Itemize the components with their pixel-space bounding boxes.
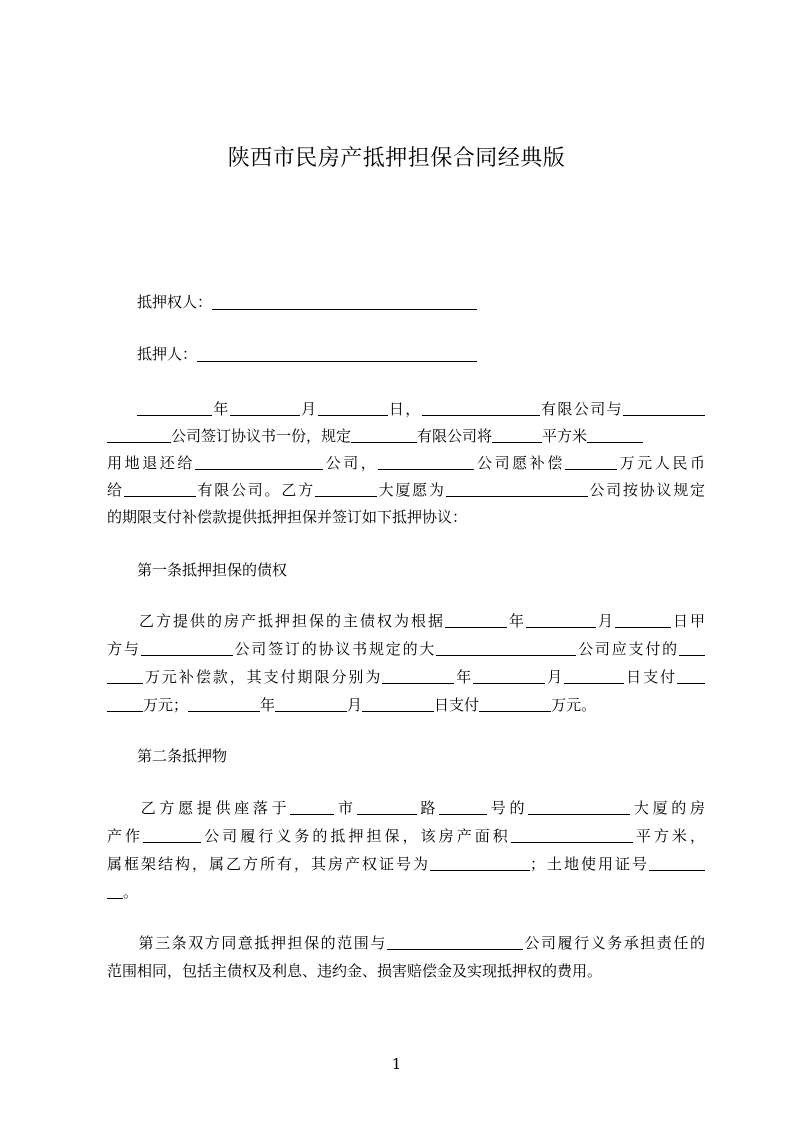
blank-field[interactable] <box>107 884 123 899</box>
blank-field[interactable] <box>230 401 300 416</box>
blank-field[interactable] <box>378 455 474 470</box>
blank-field[interactable] <box>124 482 196 497</box>
article-2-line: 乙方愿提供座落于 市 路 号的 大厦的房 <box>137 799 705 817</box>
blank-field[interactable] <box>445 613 507 628</box>
article-1-line: 万元； 年 月 日支付 万元。 <box>107 694 705 715</box>
article-3-line: 第三条双方同意抵押担保的范围与 公司履行义务承担责任的 <box>137 934 705 952</box>
article-3-line: 范围相同，包括主债权及利息、违约金、损害赔偿金及实现抵押权的费用。 <box>107 962 603 980</box>
blank-field[interactable] <box>439 800 487 815</box>
article-2-heading: 第二条抵押物 <box>137 747 228 765</box>
mortgagee-label: 抵押权人： <box>137 293 213 311</box>
blank-field[interactable] <box>565 455 617 470</box>
blank-field[interactable] <box>564 669 624 684</box>
mortgagor-blank[interactable] <box>197 345 477 362</box>
blank-field[interactable] <box>446 482 588 497</box>
blank-field[interactable] <box>382 669 454 684</box>
blank-field[interactable] <box>195 455 323 470</box>
article-1-line: 乙方提供的房产抵押担保的主债权为根据 年 月 日甲 <box>137 612 705 630</box>
blank-field[interactable] <box>107 669 143 684</box>
article-2-line: 。 <box>107 881 705 902</box>
blank-field[interactable] <box>677 669 705 684</box>
blank-field[interactable] <box>615 613 671 628</box>
blank-field[interactable] <box>275 697 347 712</box>
article-1-heading: 第一条抵押担保的债权 <box>137 561 288 579</box>
blank-field[interactable] <box>649 856 705 871</box>
document-title: 陕西市民房产抵押担保合同经典版 <box>227 146 566 171</box>
blank-field[interactable] <box>357 800 417 815</box>
blank-field[interactable] <box>528 800 630 815</box>
blank-field[interactable] <box>143 828 201 843</box>
blank-field[interactable] <box>436 641 576 656</box>
blank-field[interactable] <box>188 697 260 712</box>
article-1-line: 方与 公司签订的协议书规定的大 公司应支付的 <box>107 638 705 659</box>
mortgagor-label: 抵押人： <box>137 345 198 363</box>
blank-field[interactable] <box>351 428 417 443</box>
blank-field[interactable] <box>107 428 171 443</box>
blank-field[interactable] <box>479 697 551 712</box>
blank-field[interactable] <box>526 613 596 628</box>
blank-field[interactable] <box>511 828 633 843</box>
mortgagee-blank[interactable] <box>212 293 477 310</box>
blank-field[interactable] <box>492 428 542 443</box>
mortgagee-line <box>137 291 477 312</box>
page-number: 1 <box>391 1055 402 1073</box>
article-2-line: 属框架结构，属乙方所有，其房产权证号为 ；土地使用证号 <box>107 853 705 874</box>
intro-line: 给 有限公司。乙方 大厦愿为 公司按协议规定 <box>107 481 705 499</box>
intro-line: 公司签订协议书一份，规定 有限公司将 平方米 <box>107 425 705 446</box>
intro-line: 的期限支付补偿款提供抵押担保并签订如下抵押协议： <box>107 508 468 526</box>
blank-field[interactable] <box>137 401 212 416</box>
blank-field[interactable] <box>473 669 545 684</box>
article-1-line: 万元补偿款，其支付期限分别为 年 月 日支付 <box>107 666 705 687</box>
intro-line: 用地退还给 公司， 公司愿补偿 万元人民币 <box>107 454 705 472</box>
blank-field[interactable] <box>422 401 540 416</box>
blank-field[interactable] <box>387 935 523 950</box>
blank-field[interactable] <box>362 697 434 712</box>
blank-field[interactable] <box>315 482 377 497</box>
blank-field[interactable] <box>141 641 233 656</box>
mortgagor-line <box>137 343 477 364</box>
blank-field[interactable] <box>623 401 705 416</box>
blank-field[interactable] <box>587 428 643 443</box>
blank-field[interactable] <box>290 800 334 815</box>
blank-field[interactable] <box>430 856 530 871</box>
blank-field[interactable] <box>679 641 705 656</box>
blank-field[interactable] <box>107 697 143 712</box>
article-2-line: 产作 公司履行义务的抵押担保，该房产面积 平方米， <box>107 827 705 845</box>
intro-line: 年 月 日， 有限公司与 <box>107 398 705 419</box>
blank-field[interactable] <box>318 401 388 416</box>
